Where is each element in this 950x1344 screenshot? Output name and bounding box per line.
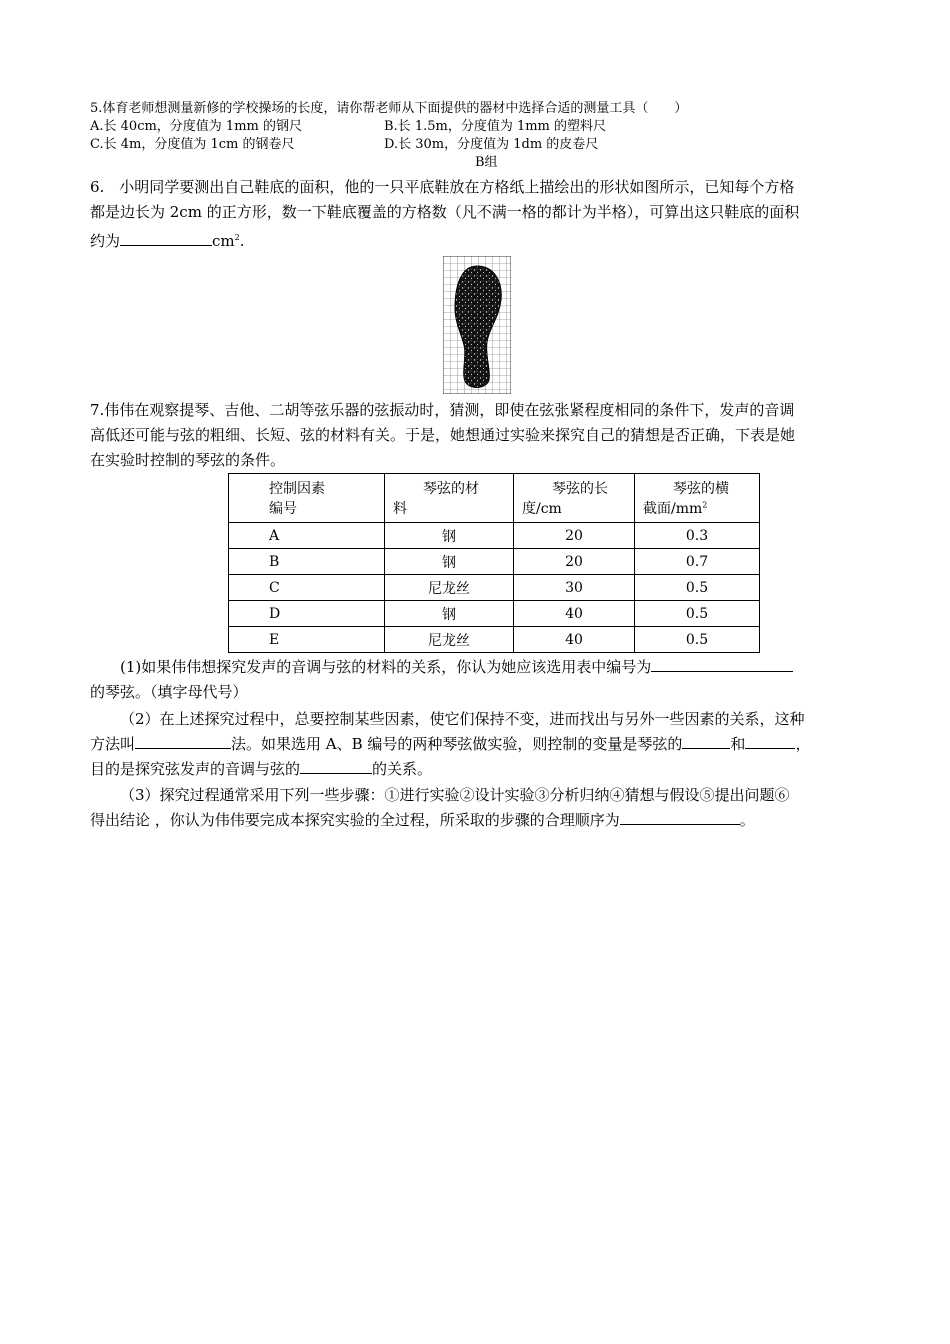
- q7-p2-text-a: 方法叫: [90, 735, 136, 753]
- table-row: [229, 523, 760, 549]
- q6-line-3: [90, 225, 245, 254]
- q7-p2-method-blank[interactable]: [135, 732, 231, 749]
- header-2-line-2: 料: [393, 501, 407, 517]
- q7-p1-text: (1)如果伟伟想探究发声的音调与弦的材料的关系，你认为她应该选用表中编号为: [120, 658, 652, 676]
- q5-option-b: B.长 1.5m，分度值为 1mm 的塑料尺: [384, 119, 607, 134]
- table-cell: 钢: [385, 601, 514, 627]
- string-conditions-table: [228, 473, 760, 653]
- table-cell: 0.5: [635, 627, 760, 653]
- table-cell: B: [229, 549, 385, 575]
- q7-p2-line-2: [90, 732, 810, 757]
- header-cell-1: [229, 474, 385, 523]
- q7-p3-order-blank[interactable]: [620, 808, 740, 825]
- q5-option-d: D.长 30m，分度值为 1dm 的皮卷尺: [384, 137, 599, 152]
- header-2-line-1: 琴弦的材: [423, 481, 479, 497]
- q6-unit-sup: 2: [234, 233, 240, 242]
- header-4-line-1: 琴弦的横: [673, 481, 729, 497]
- q7-p1-blank[interactable]: [651, 655, 793, 672]
- table-cell: 0.7: [635, 549, 760, 575]
- table-cell: E: [229, 627, 385, 653]
- table-cell: C: [229, 575, 385, 601]
- q7-p2-line-1: （2）在上述探究过程中，总要控制某些因素，使它们保持不变，进而找出与另外一些因素的关系，这种: [120, 710, 805, 728]
- header-3-line-1: 琴弦的长: [552, 481, 608, 497]
- table-cell: 40: [514, 627, 635, 653]
- q5-option-c: C.长 4m，分度值为 1cm 的钢卷尺: [90, 137, 295, 152]
- table-cell: 尼龙丝: [385, 575, 514, 601]
- q7-p3-end: 。: [739, 811, 755, 829]
- header-1-line-1: 控制因素: [269, 481, 325, 497]
- table-cell: 40: [514, 601, 635, 627]
- q7-p2-variable-blank-1[interactable]: [682, 732, 730, 749]
- header-4-unit: 截面/mm: [643, 501, 703, 517]
- q7-p3-text: 得出结论 ，你认为伟伟要完成本探究实验的全过程，所采取的步骤的合理顺序为: [90, 811, 620, 829]
- q7-p2-text-b: 法。如果选用 A、B 编号的两种琴弦做实验，则控制的变量是琴弦的: [231, 735, 683, 753]
- table-cell: 钢: [385, 549, 514, 575]
- shoe-grid-figure: [443, 256, 511, 394]
- q7-line-3: 在实验时控制的琴弦的条件。: [90, 451, 286, 469]
- q6-answer-blank[interactable]: [120, 229, 212, 246]
- q6-unit: cm: [212, 232, 235, 250]
- q5-option-a: A.长 40cm，分度值为 1mm 的钢尺: [90, 119, 302, 134]
- table-cell: D: [229, 601, 385, 627]
- q7-p2-text-c: 和: [730, 735, 746, 753]
- q7-p2-purpose-blank[interactable]: [300, 757, 372, 774]
- table-cell: 尼龙丝: [385, 627, 514, 653]
- q6-end: .: [239, 232, 245, 250]
- q6-prefix: 约为: [90, 232, 121, 250]
- table-cell: A: [229, 523, 385, 549]
- table-row: [229, 627, 760, 653]
- table-row: [229, 601, 760, 627]
- q5-stem: 5.体育老师想测量新修的学校操场的长度，请你帮老师从下面提供的器材中选择合适的测量工具（ ）: [90, 101, 688, 116]
- header-cell-3: [514, 474, 635, 523]
- shoe-print-image: [443, 256, 511, 394]
- header-3-line-2: 度/cm: [522, 501, 562, 517]
- header-cell-2: [385, 474, 514, 523]
- q7-p2-line-3: [90, 757, 432, 782]
- q7-p2-text-e: 目的是探究弦发声的音调与弦的: [90, 760, 301, 778]
- table-row: [229, 549, 760, 575]
- table-cell: 0.3: [635, 523, 760, 549]
- q7-p2-variable-blank-2[interactable]: [745, 732, 795, 749]
- q7-p2-text-d: ，: [795, 735, 811, 753]
- table-cell: 20: [514, 549, 635, 575]
- header-4-line-2: [643, 498, 751, 518]
- header-1-line-2: 编号: [269, 501, 297, 517]
- table-header-row: [229, 474, 760, 523]
- table-row: [229, 575, 760, 601]
- q7-p3-line-1: （3）探究过程通常采用下列一些步骤：①进行实验②设计实验③分析归纳④猜想与假设⑤提出问题⑥: [120, 786, 790, 804]
- group-label: B组: [475, 155, 498, 170]
- table-cell: 0.5: [635, 601, 760, 627]
- q7-line-1: 7.伟伟在观察提琴、吉他、二胡等弦乐器的弦振动时，猜测，即使在弦张紧程度相同的条件下，发声的音调: [90, 401, 795, 419]
- table-cell: 0.5: [635, 575, 760, 601]
- q7-p1-line-1: [120, 655, 793, 680]
- header-cell-4: [635, 474, 760, 523]
- table-cell: 30: [514, 575, 635, 601]
- table-cell: 钢: [385, 523, 514, 549]
- q6-line-2: 都是边长为 2cm 的正方形，数一下鞋底覆盖的方格数（凡不满一格的都计为半格），可算出这只鞋底的面积: [90, 203, 800, 221]
- q7-p3-line-2: [90, 808, 755, 833]
- table-cell: 20: [514, 523, 635, 549]
- q7-p1-line-2: 的琴弦。（填字母代号）: [90, 683, 248, 701]
- header-4-sup: 2: [702, 500, 708, 510]
- q7-p2-text-f: 的关系。: [372, 760, 433, 778]
- q6-line-1: 6. 小明同学要测出自己鞋底的面积，他的一只平底鞋放在方格纸上描绘出的形状如图所示，已知每个方格: [90, 178, 795, 196]
- q7-line-2: 高低还可能与弦的粗细、长短、弦的材料有关。于是，她想通过实验来探究自己的猜想是否正确，下表是她: [90, 426, 796, 444]
